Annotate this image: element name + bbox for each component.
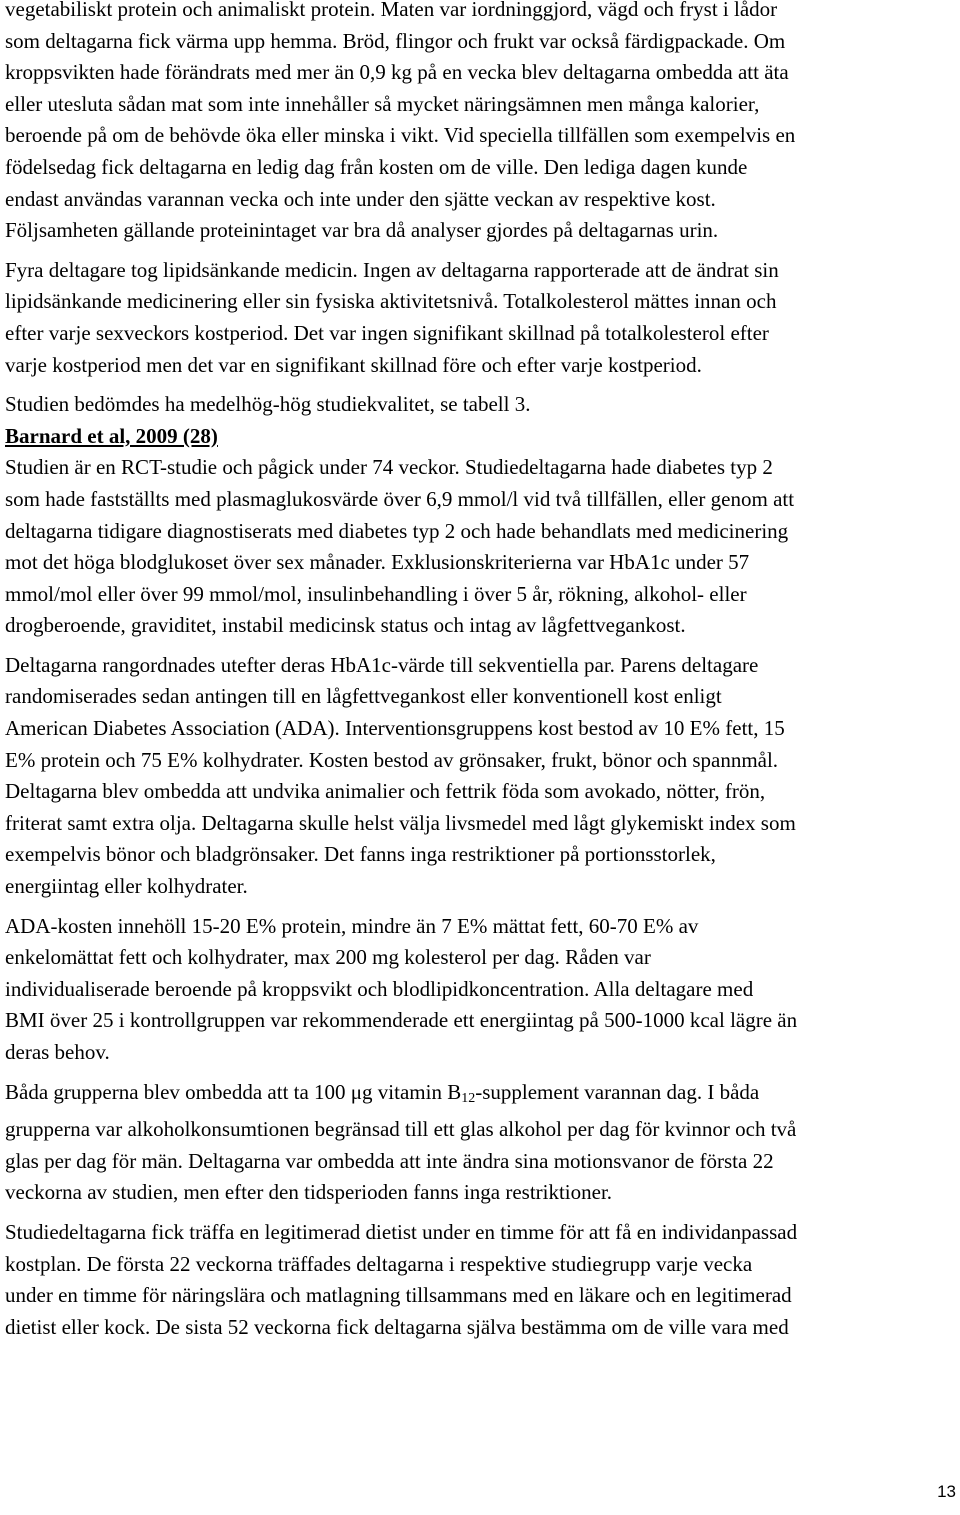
paragraph-randomisation — [5, 650, 957, 903]
text-line: endast användas varannan vecka och inte under den sjätte veckan av respektive kost. — [5, 186, 716, 211]
text-line: Deltagarna rangordnades utefter deras HbA1c-värde till sekventiella par. Parens deltagare — [5, 652, 759, 677]
text-line: drogberoende, graviditet, instabil medicinsk status och intag av lågfettvegankost. — [5, 613, 686, 638]
text-line: BMI över 25 i kontrollgruppen var rekommenderade ett energiintag på 500-1000 kcal lägre än — [5, 1008, 798, 1033]
text-line: Studien är en RCT-studie och pågick under 74 veckor. Studiedeltagarna hade diabetes typ 2 — [5, 455, 773, 480]
text-line: E% protein och 75 E% kolhydrater. Kosten bestod av grönsaker, frukt, bönor och spannmål. — [5, 747, 779, 772]
paragraph-dietitian-meetings — [5, 1217, 957, 1343]
section-heading: Barnard et al, 2009 (28) — [5, 423, 218, 448]
text-line: kroppsvikten hade förändrats med mer än 0,9 kg på en vecka blev deltagarna ombedda att äta — [5, 60, 789, 85]
text-line: randomiserades sedan antingen till en lågfettvegankost eller konventionell kost enligt — [5, 684, 722, 709]
text-line: individualiserade beroende på kroppsvikt och blodlipidkoncentration. Alla deltagare med — [5, 976, 754, 1001]
text-segment: -supplement varannan dag. I båda — [475, 1079, 760, 1104]
text-line: som hade fastställts med plasmaglukosvärde över 6,9 mmol/l vid två tillfällen, eller genom att — [5, 486, 795, 511]
text-line: friterat samt extra olja. Deltagarna skulle helst välja livsmedel med lågt glykemiskt index som — [5, 810, 796, 835]
text-line: kostplan. De första 22 veckorna träffades deltagarna i respektive studiegrupp varje vecka — [5, 1251, 753, 1276]
text-line: glas per dag för män. Deltagarna var ombedda att inte ändra sina motionsvanor de första 22 — [5, 1148, 774, 1173]
text-line: mot det höga blodglukoset över sex månader. Exklusionskriterierna var HbA1c under 57 — [5, 550, 750, 575]
document-page — [5, 0, 957, 1343]
text-line: Studien bedömdes ha medelhög-hög studiekvalitet, se tabell 3. — [5, 392, 531, 417]
text-line: beroende på om de behövde öka eller minska i vikt. Vid speciella tillfällen som exempelvis en — [5, 123, 796, 148]
paragraph-diet-preparation — [5, 0, 957, 247]
paragraph-lipid-medication — [5, 255, 957, 381]
text-line: deltagarna tidigare diagnostiserats med diabetes typ 2 och hade behandlats med medicinering — [5, 518, 789, 543]
text-line: Deltagarna blev ombedda att undvika animalier och fettrik föda som avokado, nötter, frön, — [5, 779, 766, 804]
paragraph-study-quality — [5, 389, 957, 421]
text-line: under en timme för näringslära och matlagning tillsammans med en läkare och en legitimerad — [5, 1283, 792, 1308]
text-line: grupperna var alkoholkonsumtionen begränsad till ett glas alkohol per dag för kvinnor och två — [5, 1117, 797, 1142]
text-line: Studiedeltagarna fick träffa en legitimerad dietist under en timme för att få en individanpassad — [5, 1219, 798, 1244]
text-line: enkelomättat fett och kolhydrater, max 200 mg kolesterol per dag. Råden var — [5, 945, 651, 970]
paragraph-ada-diet — [5, 911, 957, 1069]
text-line: lipidsänkande medicinering eller sin fysiska aktivitetsnivå. Totalkolesterol mättes innan och — [5, 289, 777, 314]
text-line: varje kostperiod men det var en signifikant skillnad före och efter varje kostperiod. — [5, 352, 702, 377]
text-line: dietist eller kock. De sista 52 veckorna fick deltagarna själva bestämma om de ville vara med — [5, 1314, 789, 1339]
text-line: deras behov. — [5, 1040, 110, 1064]
text-line: energiintag eller kolhydrater. — [5, 874, 248, 899]
text-line: mmol/mol eller över 99 mmol/mol, insulinbehandling i över 5 år, rökning, alkohol- eller — [5, 581, 747, 606]
text-line: ADA-kosten innehöll 15-20 E% protein, mindre än 7 E% mättat fett, 60-70 E% av — [5, 913, 699, 938]
text-line: som deltagarna fick värma upp hemma. Bröd, flingor och frukt var också färdigpackade. Om — [5, 28, 786, 53]
subscript-text: 12 — [461, 1090, 476, 1106]
paragraph-supplements — [5, 1077, 957, 1209]
text-line: Följsamheten gällande proteinintaget var bra då analyser gjordes på deltagarnas urin. — [5, 218, 719, 243]
text-line: American Diabetes Association (ADA). Interventionsgruppens kost bestod av 10 E% fett, 15 — [5, 716, 785, 741]
text-line: Fyra deltagare tog lipidsänkande medicin. Ingen av deltagarna rapporterade att de ändrat sin — [5, 257, 779, 282]
text-line: efter varje sexveckors kostperiod. Det var ingen signifikant skillnad på totalkolesterol efter — [5, 320, 769, 345]
text-line: exempelvis bönor och bladgrönsaker. Det fanns inga restriktioner på portionsstorlek, — [5, 842, 716, 867]
page-number: 13 — [937, 1482, 956, 1501]
paragraph-study-design — [5, 452, 957, 642]
text-line: veckorna av studien, men efter den tidsperioden fanns inga restriktioner. — [5, 1180, 613, 1205]
text-line — [5, 1080, 759, 1104]
text-line: födelsedag fick deltagarna en ledig dag från kosten om de ville. Den lediga dagen kunde — [5, 154, 748, 179]
text-segment: Båda grupperna blev ombedda att ta 100 μg vitamin B — [5, 1079, 462, 1104]
text-line: eller utesluta sådan mat som inte innehåller så mycket näringsämnen men många kalorier, — [5, 91, 760, 116]
text-line: vegetabiliskt protein och animaliskt protein. Maten var iordninggjord, vägd och fryst i lådor — [5, 0, 778, 21]
